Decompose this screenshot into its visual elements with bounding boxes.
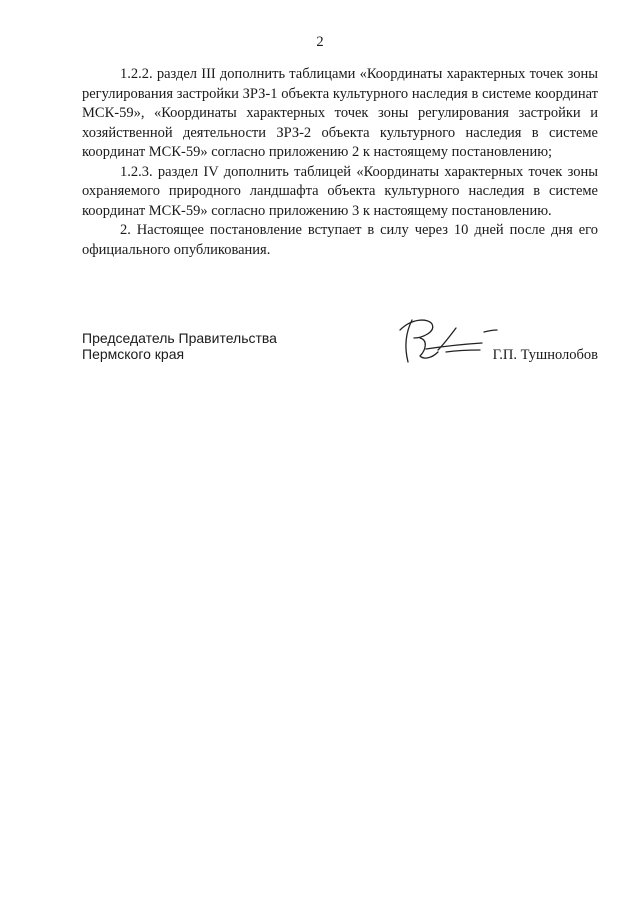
paragraph-1-2-3: 1.2.3. раздел IV дополнить таблицей «Координаты характерных точек зоны охраняемого природного ландшафта объекта культурного наследия в системе координат МСК-59» согласно приложению 3 к настоящему постановлению. bbox=[82, 163, 598, 219]
page-number: 2 bbox=[316, 34, 324, 50]
signatory-title bbox=[82, 330, 277, 362]
signatory-title-line-2: Пермского края bbox=[82, 346, 185, 362]
handwritten-signature bbox=[398, 316, 498, 366]
signature-block bbox=[82, 330, 598, 370]
signatory-name: Г.П. Тушнолобов bbox=[492, 347, 598, 363]
signatory-title-line-1: Председатель Правительства bbox=[82, 330, 277, 346]
paragraph-1-2-2: 1.2.2. раздел III дополнить таблицами «Координаты характерных точек зоны регулирования застройки ЗРЗ-1 объекта культурного наследия в системе координат МСК-59», «Координаты характерных точек зоны регулирования застройки и хозяйственной деятельности ЗРЗ-2 объекта культурного наследия в системе координат МСК-59» согласно приложению 2 к настоящему постановлению; bbox=[82, 66, 598, 160]
document-body bbox=[82, 65, 598, 260]
paragraph-2: 2. Настоящее постановление вступает в силу через 10 дней после дня его официального опубликования. bbox=[82, 222, 598, 258]
